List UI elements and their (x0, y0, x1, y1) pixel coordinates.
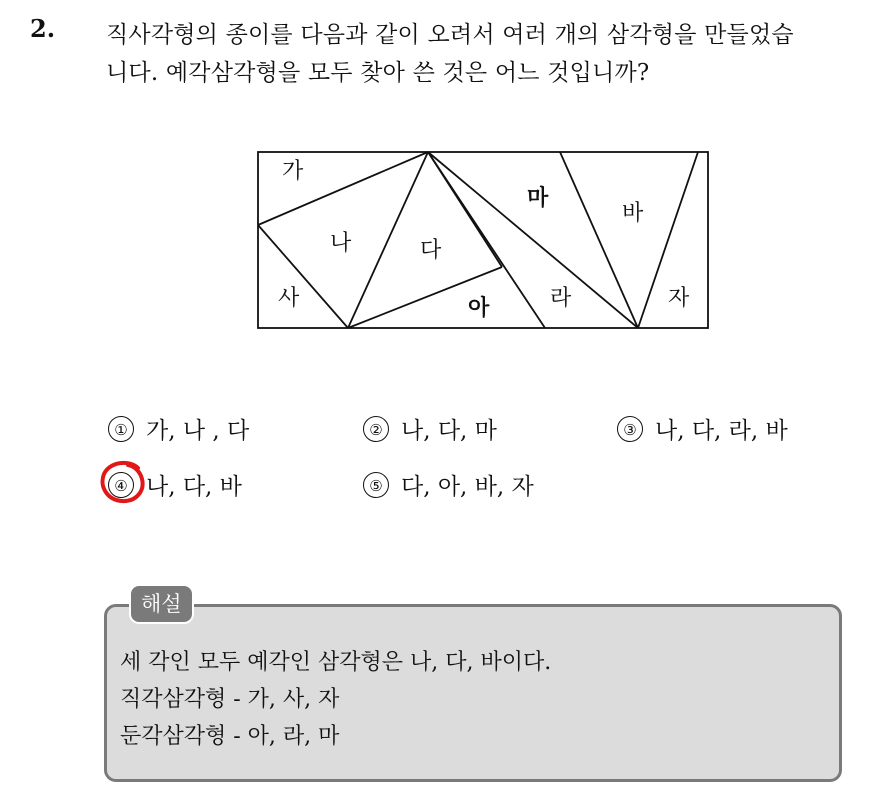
choice-text: 나, 다, 마 (401, 418, 497, 444)
choice-5[interactable] (363, 468, 534, 501)
label-ba: 바 (622, 201, 644, 226)
label-a: 아 (468, 296, 490, 321)
figure-svg (250, 145, 720, 335)
choice-number: ④ (108, 472, 134, 498)
explanation-line-2: 직각삼각형 - 가, 사, 자 (120, 687, 340, 712)
choice-number: ③ (617, 416, 643, 442)
label-ja: 자 (668, 286, 690, 311)
label-da: 다 (420, 238, 442, 263)
choice-2[interactable] (363, 412, 497, 445)
choice-text: 나, 다, 바 (146, 474, 242, 500)
explanation-line-1: 세 각인 모두 예각인 삼각형은 나, 다, 바이다. (120, 650, 552, 675)
choice-text: 가, 나 , 다 (146, 418, 250, 444)
cut-line (560, 152, 638, 328)
choice-text: 나, 다, 라, 바 (655, 418, 788, 444)
rectangle-triangles-figure (250, 145, 720, 339)
cut-line (428, 152, 638, 328)
question-number: 2. (30, 14, 56, 43)
choice-number: ② (363, 416, 389, 442)
answer-circle-mark (98, 458, 150, 506)
label-ga: 가 (282, 159, 304, 184)
question-text-line-2: 니다. 예각삼각형을 모두 찾아 쓴 것은 어느 것입니까? (106, 60, 650, 86)
label-ma: 마 (527, 186, 549, 211)
label-ra: 라 (550, 286, 572, 311)
label-sa: 사 (278, 286, 300, 311)
choice-1[interactable] (108, 412, 249, 445)
question-text-line-1: 직사각형의 종이를 다음과 같이 오려서 여러 개의 삼각형을 만들었습 (106, 22, 794, 48)
explanation-line-3: 둔각삼각형 - 아, 라, 마 (120, 724, 340, 749)
choice-number: ⑤ (363, 472, 389, 498)
explanation-tab: 해설 (129, 584, 194, 624)
label-na: 나 (330, 231, 352, 256)
choice-text: 다, 아, 바, 자 (401, 474, 534, 500)
choice-3[interactable] (617, 412, 788, 445)
choice-number: ① (108, 416, 134, 442)
